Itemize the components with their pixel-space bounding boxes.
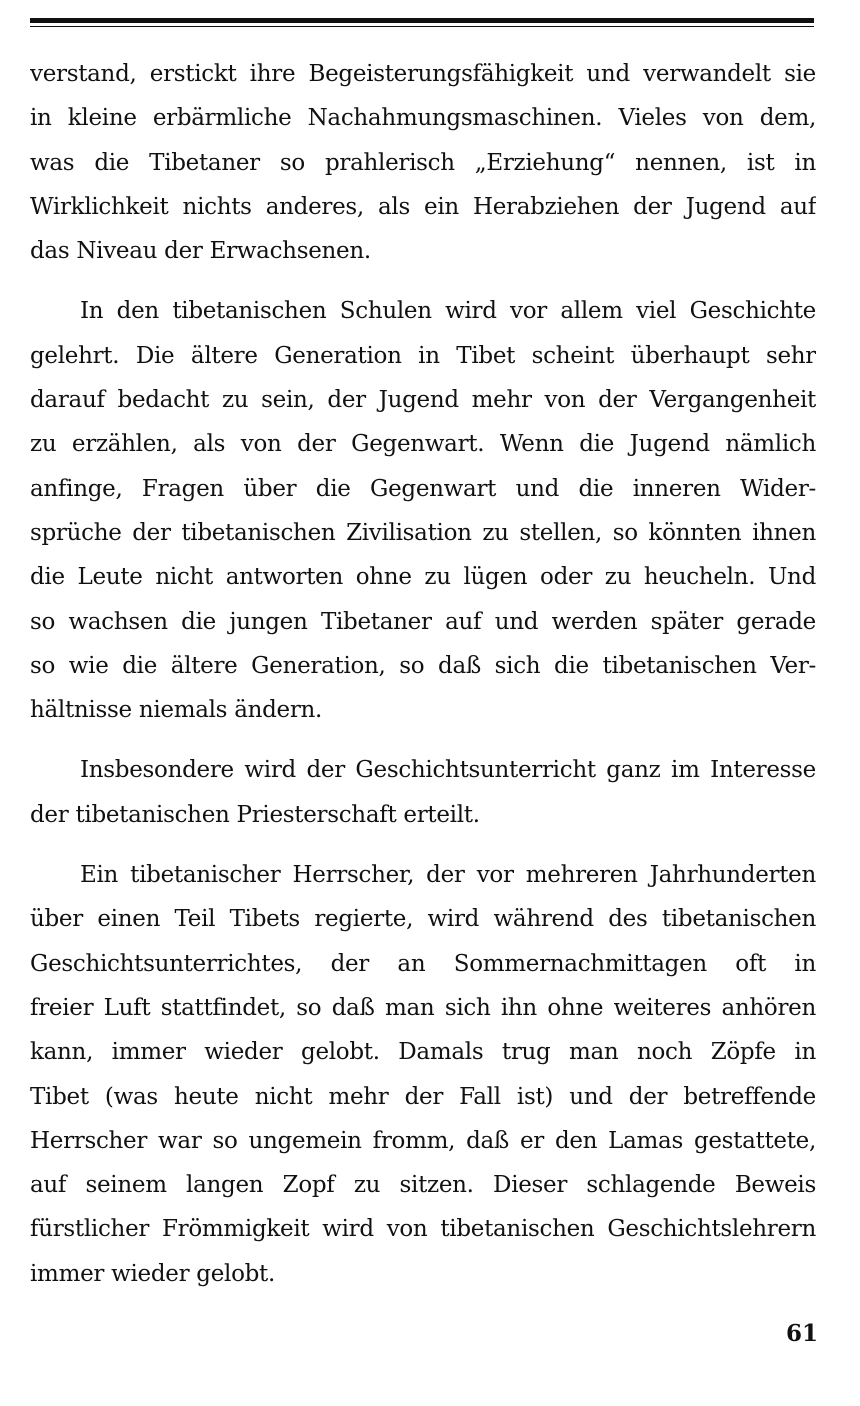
text-line: über einen Teil Tibets regierte, wird während des tibetanischen [30, 906, 816, 933]
text-line: fürstlicher Frömmigkeit wird von tibetanischen Geschichtslehrern [30, 1216, 816, 1243]
header-rule-thin [30, 26, 814, 27]
text-line: Geschichtsunterrichtes, der an Sommernachmittagen oft in [30, 950, 816, 977]
text-line: hältnisse niemals ändern. [30, 697, 323, 724]
text-line: der tibetanischen Priesterschaft erteilt. [30, 801, 480, 828]
text-line: das Niveau der Erwachsenen. [30, 238, 371, 265]
text-line: verstand, erstickt ihre Begeisterungsfähigkeit und verwandelt sie [30, 61, 816, 87]
text-line: kann, immer wieder gelobt. Damals trug man noch Zöpfe in [30, 1039, 816, 1066]
text-line: In den tibetanischen Schulen wird vor allem viel Geschichte [80, 298, 816, 325]
text-line: darauf bedacht zu sein, der Jugend mehr von der Vergangenheit [30, 387, 816, 414]
text-line: die Leute nicht antworten ohne zu lügen oder zu heucheln. Und [30, 564, 816, 591]
text-line: was die Tibetaner so prahlerisch „Erziehung“ nennen, ist in [30, 149, 816, 176]
text-line: Wirklichkeit nichts anderes, als ein Herabziehen der Jugend auf [30, 193, 816, 220]
paragraph [30, 52, 816, 273]
header-rule [30, 18, 814, 23]
text-line: Herrscher war so ungemein fromm, daß er den Lamas gestattete, [30, 1127, 816, 1154]
paragraph [30, 853, 816, 1296]
text-line: gelehrt. Die ältere Generation in Tibet scheint überhaupt sehr [30, 342, 816, 369]
page-number: 61 [785, 1320, 818, 1347]
text-line: immer wieder gelobt. [30, 1260, 276, 1287]
text-line: in kleine erbärmliche Nachahmungsmaschinen. Vieles von dem, [30, 105, 816, 132]
text-line: sprüche der tibetanischen Zivilisation zu stellen, so könnten ihnen [30, 519, 816, 546]
text-line: anfinge, Fragen über die Gegenwart und die inneren Wider- [30, 475, 816, 502]
text-line: zu erzählen, als von der Gegenwart. Wenn die Jugend nämlich [30, 431, 816, 458]
text-line: so wie die ältere Generation, so daß sich die tibetanischen Ver- [30, 652, 816, 679]
text-line: so wachsen die jungen Tibetaner auf und werden später gerade [30, 608, 816, 635]
text-line: Tibet (was heute nicht mehr der Fall ist) und der betreffende [30, 1083, 816, 1110]
text-line: Ein tibetanischer Herrscher, der vor mehreren Jahrhunderten [80, 862, 816, 889]
page-body [30, 52, 816, 1312]
text-line: auf seinem langen Zopf zu sitzen. Dieser schlagende Beweis [30, 1172, 816, 1199]
text-line: freier Luft stattfindet, so daß man sich ihn ohne weiteres anhören [30, 994, 816, 1021]
paragraph [30, 289, 816, 732]
text-line: Insbesondere wird der Geschichtsunterricht ganz im Interesse [80, 757, 816, 784]
paragraph [30, 748, 816, 837]
